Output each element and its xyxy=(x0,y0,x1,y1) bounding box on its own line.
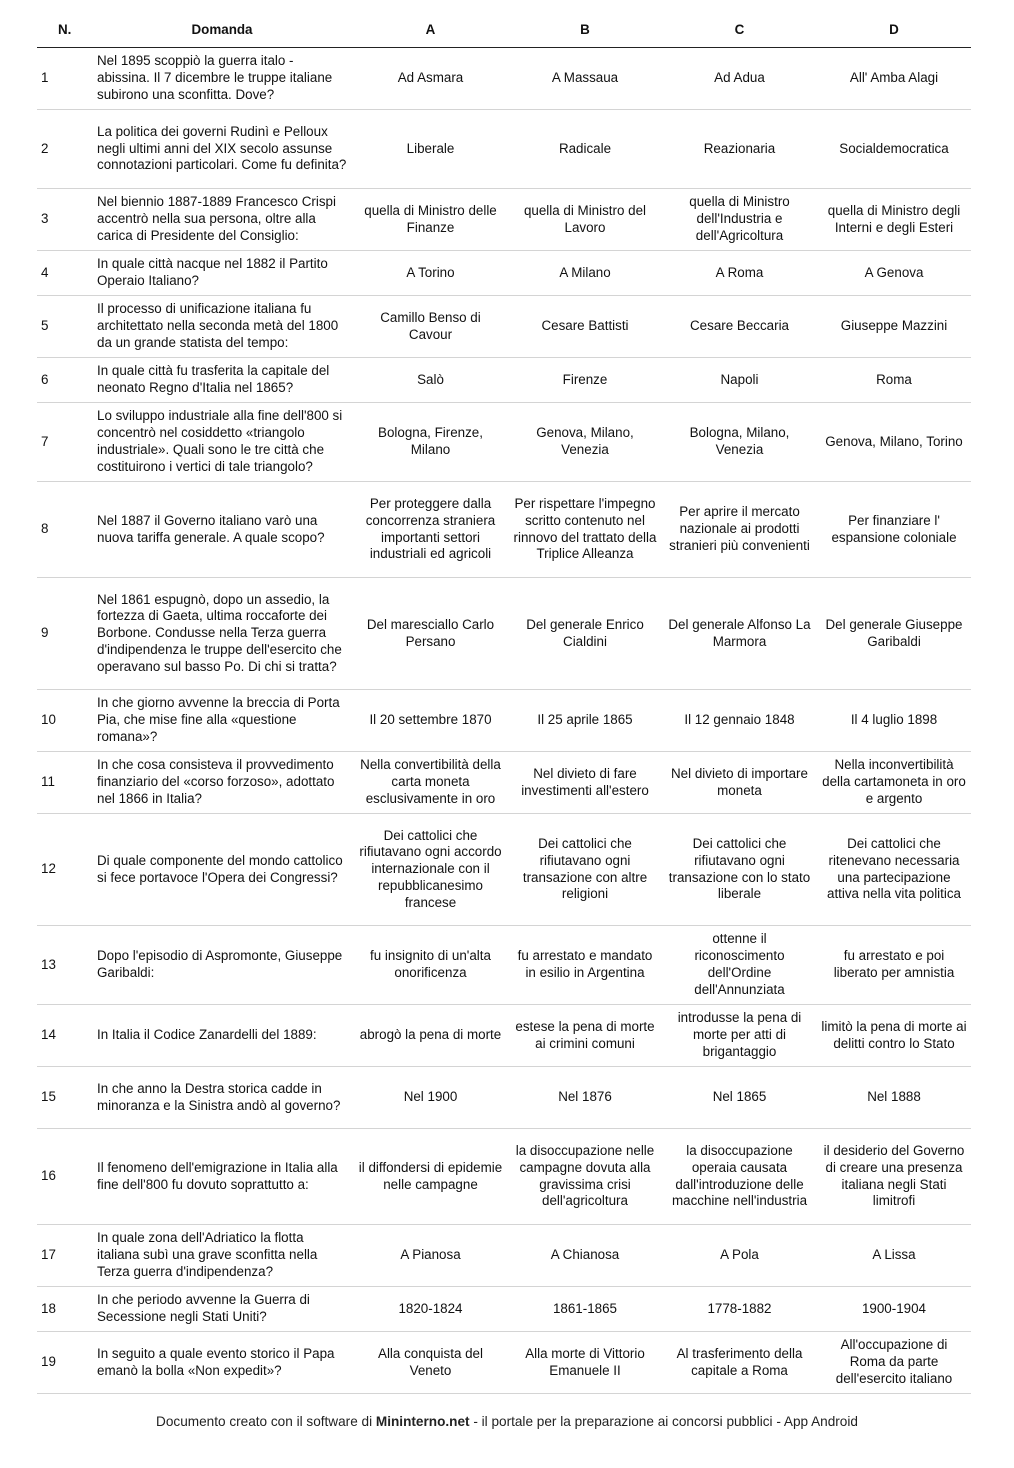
option-c: Ad Adua xyxy=(662,48,817,110)
question-text: In che anno la Destra storica cadde in minoranza e la Sinistra andò al governo? xyxy=(91,1067,353,1129)
option-c: 1778-1882 xyxy=(662,1287,817,1332)
quiz-table xyxy=(37,14,971,1394)
question-number: 1 xyxy=(37,48,91,110)
option-a: quella di Ministro delle Finanze xyxy=(353,189,508,251)
option-a: abrogò la pena di morte xyxy=(353,1005,508,1067)
option-d: Genova, Milano, Torino xyxy=(817,403,971,482)
question-text: In quale zona dell'Adriatico la flotta italiana subì una grave sconfitta nella Terza guerra d'indipendenza? xyxy=(91,1225,353,1287)
table-row xyxy=(37,296,971,358)
option-d: fu arrestato e poi liberato per amnistia xyxy=(817,926,971,1005)
question-text: La politica dei governi Rudinì e Pelloux negli ultimi anni del XIX secolo assunse connotazioni particolari. Come fu definita? xyxy=(91,110,353,189)
table-row xyxy=(37,189,971,251)
option-b: Per rispettare l'impegno scritto contenuto nel rinnovo del trattato della Triplice Alleanza xyxy=(508,482,662,578)
option-a: Nel 1900 xyxy=(353,1067,508,1129)
option-d: A Genova xyxy=(817,251,971,296)
option-a: Il 20 settembre 1870 xyxy=(353,690,508,752)
option-a: Liberale xyxy=(353,110,508,189)
question-number: 19 xyxy=(37,1332,91,1394)
option-b: la disoccupazione nelle campagne dovuta alla gravissima crisi dell'agricoltura xyxy=(508,1129,662,1225)
option-b: Dei cattolici che rifiutavano ogni transazione con altre religioni xyxy=(508,814,662,926)
table-row xyxy=(37,578,971,690)
question-number: 2 xyxy=(37,110,91,189)
table-row xyxy=(37,814,971,926)
option-b: quella di Ministro del Lavoro xyxy=(508,189,662,251)
question-text: Lo sviluppo industriale alla fine dell'800 si concentrò nel cosiddetto «triangolo industriale». Quali sono le tre città che costituirono i vertici di tale triangolo? xyxy=(91,403,353,482)
option-a: Camillo Benso di Cavour xyxy=(353,296,508,358)
option-d: All'occupazione di Roma da parte dell'esercito italiano xyxy=(817,1332,971,1394)
table-row xyxy=(37,251,971,296)
quiz-body xyxy=(37,48,971,1394)
option-a: fu insignito di un'alta onorificenza xyxy=(353,926,508,1005)
option-d: Nel 1888 xyxy=(817,1067,971,1129)
option-d: Nella inconvertibilità della cartamoneta in oro e argento xyxy=(817,752,971,814)
table-row xyxy=(37,690,971,752)
question-number: 9 xyxy=(37,578,91,690)
option-c: A Roma xyxy=(662,251,817,296)
option-a: 1820-1824 xyxy=(353,1287,508,1332)
option-b: Firenze xyxy=(508,358,662,403)
footer-brand: Mininterno.net xyxy=(375,1414,470,1429)
option-b: Del generale Enrico Cialdini xyxy=(508,578,662,690)
question-number: 6 xyxy=(37,358,91,403)
option-b: Genova, Milano, Venezia xyxy=(508,403,662,482)
question-text: In che periodo avvenne la Guerra di Secessione negli Stati Uniti? xyxy=(91,1287,353,1332)
table-row xyxy=(37,1129,971,1225)
table-row xyxy=(37,48,971,110)
header-question: Domanda xyxy=(91,14,353,48)
table-row xyxy=(37,110,971,189)
option-b: Alla morte di Vittorio Emanuele II xyxy=(508,1332,662,1394)
option-b: Radicale xyxy=(508,110,662,189)
option-d: Socialdemocratica xyxy=(817,110,971,189)
option-c: Reazionaria xyxy=(662,110,817,189)
table-row xyxy=(37,926,971,1005)
question-number: 13 xyxy=(37,926,91,1005)
table-row xyxy=(37,1225,971,1287)
option-c: quella di Ministro dell'Industria e dell'Agricoltura xyxy=(662,189,817,251)
table-row xyxy=(37,482,971,578)
table-row xyxy=(37,1332,971,1394)
question-text: Nel 1861 espugnò, dopo un assedio, la fortezza di Gaeta, ultima roccaforte dei Borbone. Condusse nella Terza guerra d'indipendenza le truppe dell'esercito che operavano sul basso Po. Di chi si tratta? xyxy=(91,578,353,690)
option-b: estese la pena di morte ai crimini comuni xyxy=(508,1005,662,1067)
question-text: Nel 1887 il Governo italiano varò una nuova tariffa generale. A quale scopo? xyxy=(91,482,353,578)
option-a: A Pianosa xyxy=(353,1225,508,1287)
question-number: 16 xyxy=(37,1129,91,1225)
question-number: 18 xyxy=(37,1287,91,1332)
option-b: A Chianosa xyxy=(508,1225,662,1287)
table-row xyxy=(37,1067,971,1129)
option-c: Nel 1865 xyxy=(662,1067,817,1129)
question-text: Di quale componente del mondo cattolico si fece portavoce l'Opera dei Congressi? xyxy=(91,814,353,926)
header-option-b: B xyxy=(508,14,662,48)
header-row xyxy=(37,14,971,48)
footer-suffix: - il portale per la preparazione ai concorsi pubblici - App Android xyxy=(469,1414,858,1429)
table-row xyxy=(37,358,971,403)
option-b: A Massaua xyxy=(508,48,662,110)
table-row xyxy=(37,752,971,814)
option-d: Il 4 luglio 1898 xyxy=(817,690,971,752)
question-number: 15 xyxy=(37,1067,91,1129)
option-a: Salò xyxy=(353,358,508,403)
option-d: A Lissa xyxy=(817,1225,971,1287)
option-b: 1861-1865 xyxy=(508,1287,662,1332)
option-b: Cesare Battisti xyxy=(508,296,662,358)
table-row xyxy=(37,1005,971,1067)
question-number: 12 xyxy=(37,814,91,926)
question-number: 4 xyxy=(37,251,91,296)
header-number: N. xyxy=(37,14,91,48)
option-a: Bologna, Firenze, Milano xyxy=(353,403,508,482)
question-number: 7 xyxy=(37,403,91,482)
question-text: In che giorno avvenne la breccia di Porta Pia, che mise fine alla «questione romana»? xyxy=(91,690,353,752)
option-a: A Torino xyxy=(353,251,508,296)
footer xyxy=(0,1414,1014,1429)
question-number: 14 xyxy=(37,1005,91,1067)
option-a: Per proteggere dalla concorrenza straniera importanti settori industriali ed agricoli xyxy=(353,482,508,578)
table-row xyxy=(37,403,971,482)
question-text: Dopo l'episodio di Aspromonte, Giuseppe Garibaldi: xyxy=(91,926,353,1005)
option-c: Del generale Alfonso La Marmora xyxy=(662,578,817,690)
option-d: limitò la pena di morte ai delitti contro lo Stato xyxy=(817,1005,971,1067)
question-text: Nel 1895 scoppiò la guerra italo - abissina. Il 7 dicembre le truppe italiane subirono una sconfitta. Dove? xyxy=(91,48,353,110)
question-number: 10 xyxy=(37,690,91,752)
question-text: Il fenomeno dell'emigrazione in Italia alla fine dell'800 fu dovuto soprattutto a: xyxy=(91,1129,353,1225)
option-d: 1900-1904 xyxy=(817,1287,971,1332)
question-text: Il processo di unificazione italiana fu architettato nella seconda metà del 1800 da un grande statista del tempo: xyxy=(91,296,353,358)
option-d: quella di Ministro degli Interni e degli Esteri xyxy=(817,189,971,251)
option-d: Roma xyxy=(817,358,971,403)
question-text: In che cosa consisteva il provvedimento finanziario del «corso forzoso», adottato nel 1866 in Italia? xyxy=(91,752,353,814)
option-c: A Pola xyxy=(662,1225,817,1287)
table-row xyxy=(37,1287,971,1332)
question-text: In seguito a quale evento storico il Papa emanò la bolla «Non expedit»? xyxy=(91,1332,353,1394)
option-c: Per aprire il mercato nazionale ai prodotti stranieri più convenienti xyxy=(662,482,817,578)
header-option-d: D xyxy=(817,14,971,48)
question-text: Nel biennio 1887-1889 Francesco Crispi accentrò nella sua persona, oltre alla carica di Presidente del Consiglio: xyxy=(91,189,353,251)
option-c: ottenne il riconoscimento dell'Ordine dell'Annunziata xyxy=(662,926,817,1005)
option-d: Giuseppe Mazzini xyxy=(817,296,971,358)
question-text: In Italia il Codice Zanardelli del 1889: xyxy=(91,1005,353,1067)
header-option-a: A xyxy=(353,14,508,48)
option-c: Cesare Beccaria xyxy=(662,296,817,358)
option-c: Il 12 gennaio 1848 xyxy=(662,690,817,752)
option-d: All' Amba Alagi xyxy=(817,48,971,110)
option-a: Dei cattolici che rifiutavano ogni accordo internazionale con il repubblicanesimo francese xyxy=(353,814,508,926)
question-number: 17 xyxy=(37,1225,91,1287)
option-a: Ad Asmara xyxy=(353,48,508,110)
question-number: 8 xyxy=(37,482,91,578)
option-d: Del generale Giuseppe Garibaldi xyxy=(817,578,971,690)
option-c: introdusse la pena di morte per atti di brigantaggio xyxy=(662,1005,817,1067)
question-text: In quale città fu trasferita la capitale del neonato Regno d'Italia nel 1865? xyxy=(91,358,353,403)
option-b: A Milano xyxy=(508,251,662,296)
question-number: 11 xyxy=(37,752,91,814)
option-b: Il 25 aprile 1865 xyxy=(508,690,662,752)
option-a: Alla conquista del Veneto xyxy=(353,1332,508,1394)
option-d: Dei cattolici che ritenevano necessaria una partecipazione attiva nella vita politica xyxy=(817,814,971,926)
option-d: Per finanziare l' espansione coloniale xyxy=(817,482,971,578)
option-c: Al trasferimento della capitale a Roma xyxy=(662,1332,817,1394)
question-number: 5 xyxy=(37,296,91,358)
footer-prefix: Documento creato con il software di xyxy=(156,1414,376,1429)
question-number: 3 xyxy=(37,189,91,251)
option-c: Dei cattolici che rifiutavano ogni transazione con lo stato liberale xyxy=(662,814,817,926)
option-b: Nel 1876 xyxy=(508,1067,662,1129)
option-b: fu arrestato e mandato in esilio in Argentina xyxy=(508,926,662,1005)
header-option-c: C xyxy=(662,14,817,48)
option-a: Nella convertibilità della carta moneta esclusivamente in oro xyxy=(353,752,508,814)
option-c: Bologna, Milano, Venezia xyxy=(662,403,817,482)
option-c: la disoccupazione operaia causata dall'introduzione delle macchine nell'industria xyxy=(662,1129,817,1225)
option-c: Napoli xyxy=(662,358,817,403)
option-c: Nel divieto di importare moneta xyxy=(662,752,817,814)
option-b: Nel divieto di fare investimenti all'estero xyxy=(508,752,662,814)
option-d: il desiderio del Governo di creare una presenza italiana negli Stati limitrofi xyxy=(817,1129,971,1225)
question-text: In quale città nacque nel 1882 il Partito Operaio Italiano? xyxy=(91,251,353,296)
option-a: il diffondersi di epidemie nelle campagne xyxy=(353,1129,508,1225)
option-a: Del maresciallo Carlo Persano xyxy=(353,578,508,690)
